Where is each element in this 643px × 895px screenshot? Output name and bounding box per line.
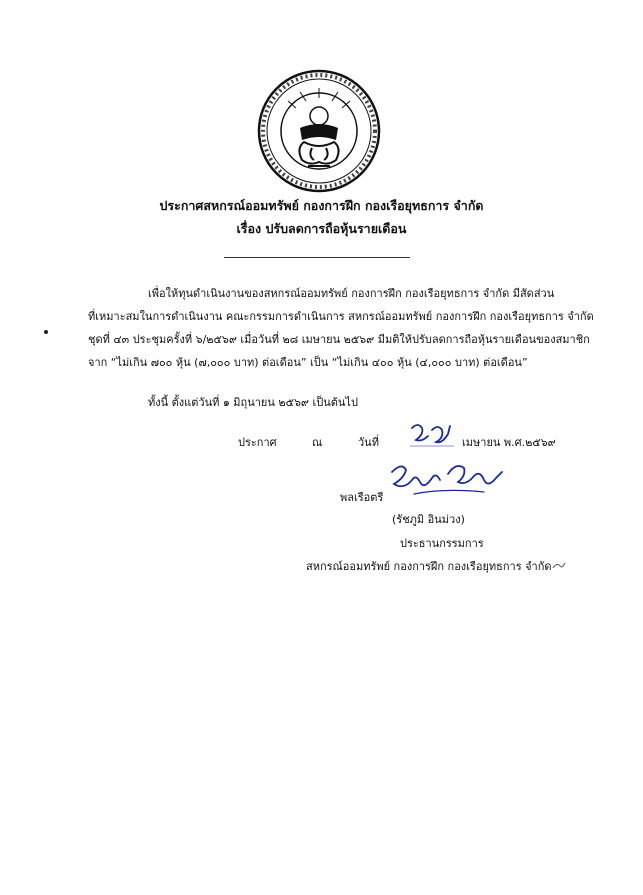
signer-rank: พลเรือตรี xyxy=(340,491,384,504)
announce-date-label: วันที่ xyxy=(358,436,379,449)
effective-date-line: ทั้งนี้ ตั้งแต่วันที่ ๑ มิถุนายน ๒๕๖๙ เป็นต้นไป xyxy=(148,396,358,409)
signer-position: ประธานกรรมการ xyxy=(400,537,484,550)
body-line-1: เพื่อให้ทุนดำเนินงานของสหกรณ์ออมทรัพย์ กองการฝึก กองเรือยุทธการ จำกัด มีสัดส่วน xyxy=(148,287,555,300)
body-line-4: จาก “ไม่เกิน ๗๐๐ หุ้น (๗,๐๐๐ บาท) ต่อเดือน” เป็น “ไม่เกิน ๔๐๐ หุ้น (๔,๐๐๐ บาท) ต่อเดือน” xyxy=(88,356,528,369)
signer-name: (รัชภูมิ อินม่วง) xyxy=(392,513,465,526)
title-divider xyxy=(224,257,410,258)
announcement-title: ประกาศสหกรณ์ออมทรัพย์ กองการฝึก กองเรือยุทธการ จำกัด xyxy=(159,198,484,213)
handwritten-signature xyxy=(384,460,508,504)
announce-at: ณ xyxy=(312,436,323,449)
announce-month-year: เมษายน พ.ศ.๒๕๖๙ xyxy=(462,436,556,449)
signer-organization: สหกรณ์ออมทรัพย์ กองการฝึก กองเรือยุทธการ จำกัด xyxy=(306,560,552,573)
pen-mark-icon xyxy=(552,560,566,570)
body-line-2: ที่เหมาะสมในการดำเนินงาน คณะกรรมการดำเนินการ สหกรณ์ออมทรัพย์ กองการฝึก กองเรือยุทธการ จำกัด xyxy=(88,310,594,323)
body-line-3: ชุดที่ ๔๓ ประชุมครั้งที่ ๖/๒๕๖๙ เมื่อวันที่ ๒๘ เมษายน ๒๕๖๙ มีมติให้ปรับลดการถือหุ้นรายเดือนของสมาชิก xyxy=(88,333,590,346)
announce-label: ประกาศ xyxy=(238,436,277,449)
announcement-subject: เรื่อง ปรับลดการถือหุ้นรายเดือน xyxy=(236,221,407,236)
handwritten-day xyxy=(408,420,456,448)
cooperative-seal-icon xyxy=(256,68,382,194)
margin-dot xyxy=(44,330,48,334)
